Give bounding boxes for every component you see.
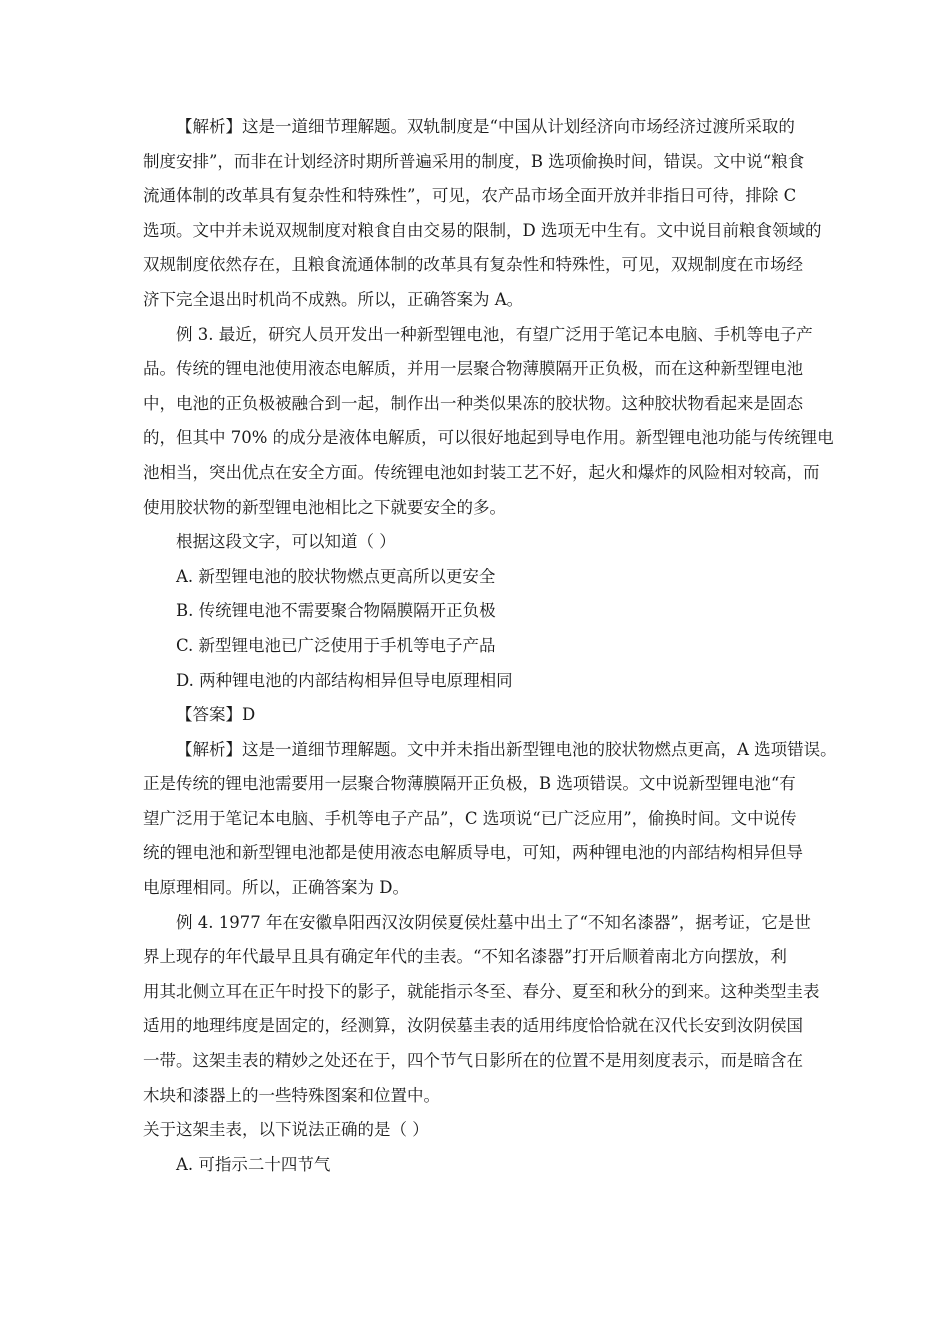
- text-line: 正是传统的锂电池需要用一层聚合物薄膜隔开正负极，B 选项错误。文中说新型锂电池“有: [143, 774, 796, 794]
- text-line: 使用胶状物的新型锂电池相比之下就要安全的多。: [143, 497, 506, 517]
- text-line: 木块和漆器上的一些特殊图案和位置中。: [143, 1085, 440, 1105]
- question-prompt: 根据这段文字，可以知道（ ）: [176, 532, 396, 552]
- text-line: 的，但其中 70% 的成分是液体电解质，可以很好地起到导电作用。新型锂电池功能与传统锂电: [143, 428, 834, 448]
- answer-line: 【答案】D: [176, 705, 256, 725]
- text-line: 一带。这架圭表的精妙之处还在于，四个节气日影所在的位置不是用刻度表示，而是暗含在: [143, 1051, 803, 1071]
- text-line: 【解析】这是一道细节理解题。双轨制度是“中国从计划经济向市场经济过渡所采取的: [176, 117, 795, 136]
- text-line: 关于这架圭表，以下说法正确的是（ ）: [143, 1120, 429, 1140]
- text-line: 济下完全退出时机尚不成熟。所以，正确答案为 A。: [143, 289, 524, 309]
- question-prompt: A. 可指示二十四节气: [176, 1154, 331, 1174]
- analysis-line: 【解析】这是一道细节理解题。文中并未指出新型锂电池的胶状物燃点更高，A 选项错误。: [176, 739, 837, 759]
- text-line: 品。传统的锂电池使用液态电解质，并用一层聚合物薄膜隔开正负极，而在这种新型锂电池: [143, 359, 803, 379]
- text-line: 界上现存的年代最早且具有确定年代的圭表。“不知名漆器”打开后顺着南北方向摆放，利: [143, 947, 787, 967]
- text-line: 中，电池的正负极被融合到一起，制作出一种类似果冻的胶状物。这种胶状物看起来是固态: [143, 393, 803, 413]
- document-page: [143, 110, 837, 1217]
- text-line: 双规制度依然存在，且粮食流通体制的改革具有复杂性和特殊性，可见，双规制度在市场经: [143, 255, 803, 275]
- option-b: B. 传统锂电池不需要聚合物隔膜隔开正负极: [176, 601, 496, 621]
- text-line: 池相当，突出优点在安全方面。传统锂电池如封装工艺不好，起火和爆炸的风险相对较高，而: [143, 462, 820, 482]
- option-d: D. 两种锂电池的内部结构相异但导电原理相同: [176, 670, 513, 690]
- text-line: 流通体制的改革具有复杂性和特殊性”，可见，农产品市场全面开放并非指日可待，排除 C: [143, 186, 797, 206]
- text-line: 制度安排”，而非在计划经济时期所普遍采用的制度，B 选项偷换时间，错误。文中说“粮食: [143, 151, 805, 171]
- text-line: 选项。文中并未说双规制度对粮食自由交易的限制，D 选项无中生有。文中说目前粮食领域的: [143, 220, 822, 240]
- text-line: 适用的地理纬度是固定的，经测算，汝阴侯墓圭表的适用纬度恰恰就在汉代长安到汝阴侯国: [143, 1016, 803, 1036]
- example-3-heading: 例 3. 最近，研究人员开发出一种新型锂电池，有望广泛用于笔记本电脑、手机等电子产: [176, 324, 813, 344]
- text-line: 电原理相同。所以，正确答案为 D。: [143, 878, 409, 898]
- option-a: A. 新型锂电池的胶状物燃点更高所以更安全: [176, 566, 496, 586]
- option-a: [143, 1182, 813, 1217]
- text-line: 统的锂电池和新型锂电池都是使用液态电解质导电，可知，两种锂电池的内部结构相异但导: [143, 843, 803, 863]
- text-line: 望广泛用于笔记本电脑、手机等电子产品”，C 选项说“已广泛应用”，偷换时间。文中说传: [143, 808, 797, 828]
- text-line: 用其北侧立耳在正午时投下的影子，就能指示冬至、春分、夏至和秋分的到来。这种类型圭表: [143, 981, 820, 1001]
- option-c: C. 新型锂电池已广泛使用于手机等电子产品: [176, 635, 496, 655]
- example-4-heading: 例 4. 1977 年在安徽阜阳西汉汝阴侯夏侯灶墓中出土了“不知名漆器”，据考证，它是世: [176, 912, 811, 932]
